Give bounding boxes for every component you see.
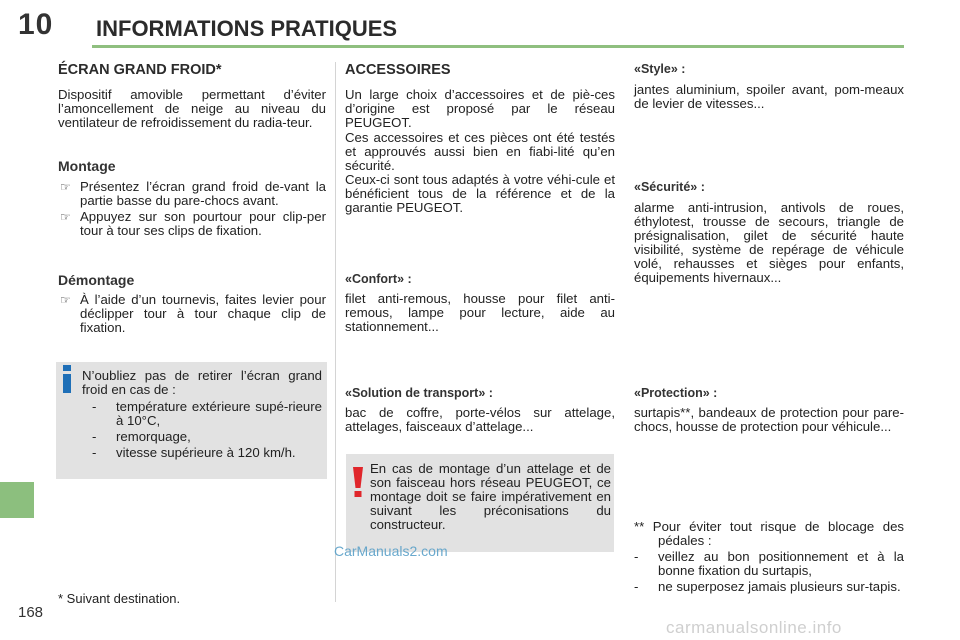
demontage-list (58, 293, 326, 337)
ecran-intro: Dispositif amovible permettant d’éviter l’amoncellement de neige au niveau du ventilateur de refroidissement du radia-teur. (58, 87, 326, 130)
chapter-side-tab (0, 482, 34, 518)
warning-text: En cas de montage d’un attelage et de son faisceau hors réseau PEUGEOT, ce montage doit se faire impérativement en suivant les préconisations du constructeur. (370, 461, 611, 532)
montage-list (58, 180, 326, 240)
list-item: - veillez au bon positionnement et à la bonne fixation du surtapis, (634, 549, 904, 578)
list-item: ☞ Appuyez sur son pourtour pour clip-per tour à tour ses clips de fixation. (60, 209, 326, 238)
demontage-heading: Démontage (58, 272, 135, 288)
column-separator (335, 62, 336, 602)
pointing-hand-icon: ☞ (60, 293, 71, 307)
watermark-link[interactable]: CarManuals2.com (334, 543, 448, 559)
list-item: ☞ Présentez l’écran grand froid de-vant la partie basse du pare-chocs avant. (60, 179, 326, 208)
section-title-ecran: ÉCRAN GRAND FROID* (58, 62, 222, 78)
info-box-content (82, 369, 322, 462)
warning-exclamation-icon (352, 466, 364, 498)
info-box-text: N’oubliez pas de retirer l’écran grand froid en cas de : (82, 368, 322, 397)
protection-heading: «Protection» : (634, 386, 718, 400)
list-item: - température extérieure supé-rieure à 10°C, (92, 399, 322, 428)
transport-heading: «Solution de transport» : (345, 386, 493, 400)
protection-text: surtapis**, bandeaux de protection pour pare-chocs, housse de protection pour véhicule... (634, 405, 904, 434)
style-text: jantes aluminium, spoiler avant, pom-meaux de levier de vitesses... (634, 82, 904, 111)
securite-text: alarme anti-intrusion, antivols de roues, éthylotest, trousse de secours, triangle de présignalisation, gilet de sécurité haute visibilité, système de repérage de véhicule volé, rehausses et sièges pour enfants, équipements hivernaux... (634, 200, 904, 285)
accessoires-para-2: Ces accessoires et ces pièces ont été testés et approuvés aussi bien en fiabi-lité qu’en sécurité. (345, 130, 615, 173)
securite-heading: «Sécurité» : (634, 180, 705, 194)
confort-text: filet anti-remous, housse pour filet anti-remous, lampe pour lecture, aide au stationnement... (345, 291, 615, 334)
chapter-title: INFORMATIONS PRATIQUES (96, 16, 398, 41)
page-number: 168 (18, 604, 44, 621)
footer-watermark: carmanualsonline.info (666, 618, 842, 637)
list-item: ☞ À l’aide d’un tournevis, faites levier pour déclipper tour à tour chaque clip de fixation. (60, 292, 326, 335)
list-item: - vitesse supérieure à 120 km/h. (92, 445, 296, 460)
pointing-hand-icon: ☞ (60, 210, 71, 224)
footnote-destination: * Suivant destination. (58, 591, 181, 606)
chapter-number: 10 (18, 8, 54, 41)
info-box-list (82, 400, 322, 460)
confort-heading: «Confort» : (345, 272, 412, 286)
accessoires-para-1: Un large choix d’accessoires et de piè-ces d’origine est proposé par le réseau PEUGEOT. (345, 87, 615, 130)
note-list (634, 550, 904, 594)
list-item: - ne superposez jamais plusieurs sur-tapis. (634, 579, 901, 594)
pointing-hand-icon: ☞ (60, 180, 71, 194)
list-item: - remorquage, (92, 429, 191, 444)
montage-heading: Montage (58, 158, 116, 174)
style-heading: «Style» : (634, 62, 686, 76)
section-title-accessoires: ACCESSOIRES (345, 62, 451, 78)
transport-text: bac de coffre, porte-vélos sur attelage, attelages, faisceaux d’attelage... (345, 405, 615, 434)
accessoires-para-3: Ceux-ci sont tous adaptés à votre véhi-cule et bénéficient tous de la référence et de la garantie PEUGEOT. (345, 172, 615, 215)
double-star-note (634, 520, 904, 596)
header-divider (92, 45, 904, 48)
info-icon (58, 364, 76, 394)
note-first-line: ** Pour éviter tout risque de blocage des pédales : (634, 519, 904, 548)
